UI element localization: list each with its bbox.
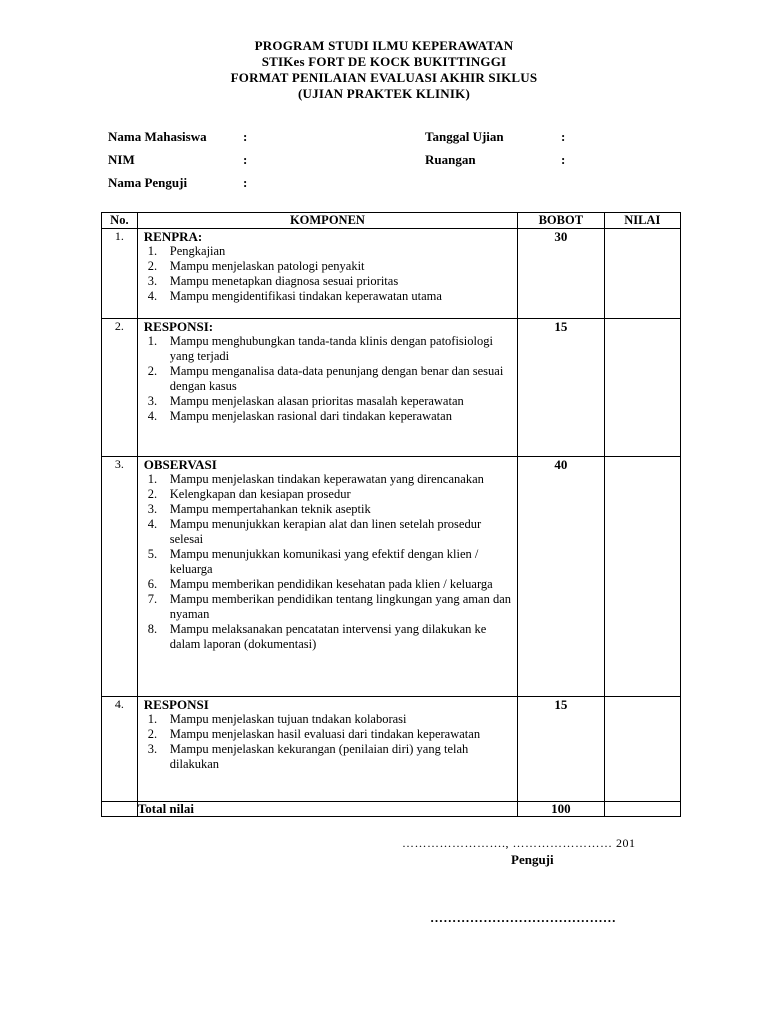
row-nilai-cell[interactable] [604,229,680,319]
item-text: Mampu menjelaskan rasional dari tindakan keperawatan [169,409,452,423]
row-number: 4. [102,697,138,802]
list-item [138,487,517,502]
row-komponen [137,457,517,697]
list-item [138,364,517,394]
item-text: Mampu memberikan pendidikan kesehatan pada klien / keluarga [169,577,493,591]
criteria-list [138,472,517,652]
list-item [138,259,517,274]
list-item [138,712,517,727]
item-text: Mampu mempertahankan teknik aseptik [169,502,371,516]
nim-colon: : [243,152,248,167]
criteria-list [138,712,517,772]
list-item [138,394,517,409]
row-nilai-cell[interactable] [604,457,680,697]
item-text: Mampu mengidentifikasi tindakan keperawatan utama [169,289,442,303]
table-row [102,319,681,457]
table-row [102,229,681,319]
item-number: 1. [147,334,158,348]
item-text: Mampu memberikan pendidikan tentang lingkungan yang aman dan nyaman [169,592,511,621]
row-number: 3. [102,457,138,697]
row-komponen [137,697,517,802]
list-item [138,577,517,592]
row-bobot: 40 [518,457,604,697]
item-number: 4. [147,409,158,423]
penguji-label: Penguji [511,852,554,867]
item-text: Mampu menjelaskan hasil evaluasi dari tindakan keperawatan [169,727,481,741]
row-komponen [137,229,517,319]
nama-penguji-label: Nama Penguji [108,175,188,190]
item-number: 5. [147,547,158,561]
list-item [138,472,517,487]
item-text: Mampu menjelaskan alasan prioritas masalah keperawatan [169,394,464,408]
section-title: OBSERVASI [143,457,217,472]
item-text: Mampu menetapkan diagnosa sesuai prioritas [169,274,399,288]
header-line-4: (UJIAN PRAKTEK KLINIK) [298,86,470,101]
item-number: 3. [147,394,158,408]
item-text: Mampu menunjukkan kerapian alat dan linen setelah prosedur selesai [169,517,482,546]
list-item [138,622,517,652]
section-title: RESPONSI [143,697,209,712]
header-line-3: FORMAT PENILAIAN EVALUASI AKHIR SIKLUS [230,70,538,85]
nama-penguji-colon: : [243,175,248,190]
list-item [138,742,517,772]
date-line: ……………………., …………………… 201 [402,836,636,850]
item-number: 4. [147,289,158,303]
item-text: Mampu menghubungkan tanda-tanda klinis dengan patofisiologi yang terjadi [169,334,493,363]
item-text: Kelengkapan dan kesiapan prosedur [169,487,351,501]
total-label: Total nilai [137,802,517,817]
document-header [0,38,768,102]
item-number: 2. [147,727,158,741]
assessment-table [101,212,681,817]
total-value: 100 [518,802,604,817]
list-item [138,547,517,577]
tanggal-ujian-colon: : [561,129,566,144]
item-number: 2. [147,364,158,378]
table-header-row [102,213,681,229]
item-number: 2. [147,259,158,273]
item-text: Mampu menjelaskan tindakan keperawatan yang direncanakan [169,472,484,486]
ruangan-label: Ruangan [425,152,476,167]
list-item [138,727,517,742]
total-nilai-cell[interactable] [604,802,680,817]
list-item [138,592,517,622]
item-text: Mampu menunjukkan komunikasi yang efektif dengan klien / keluarga [169,547,479,576]
ruangan-colon: : [561,152,566,167]
item-number: 3. [147,502,158,516]
list-item [138,289,517,304]
section-title: RENPRA: [143,229,203,244]
total-row [102,802,681,817]
list-item [138,409,517,424]
section-title: RESPONSI: [143,319,214,334]
list-item [138,517,517,547]
item-number: 1. [147,244,158,258]
criteria-list [138,334,517,424]
item-number: 2. [147,487,158,501]
signature-line: …………………………………… [430,910,617,925]
item-number: 4. [147,517,158,531]
nama-mahasiswa-colon: : [243,129,248,144]
row-bobot: 30 [518,229,604,319]
item-text: Mampu menjelaskan tujuan tndakan kolaborasi [169,712,407,726]
item-number: 1. [147,712,158,726]
item-text: Mampu menganalisa data-data penunjang dengan benar dan sesuai dengan kasus [169,364,504,393]
row-komponen [137,319,517,457]
table-row [102,457,681,697]
header-no: No. [102,213,138,229]
item-number: 3. [147,274,158,288]
row-number: 1. [102,229,138,319]
list-item [138,502,517,517]
item-number: 8. [147,622,158,636]
item-number: 7. [147,592,158,606]
item-number: 1. [147,472,158,486]
item-text: Pengkajian [169,244,226,258]
header-komponen: KOMPONEN [137,213,517,229]
item-text: Mampu menjelaskan patologi penyakit [169,259,365,273]
list-item [138,244,517,259]
item-number: 6. [147,577,158,591]
item-text: Mampu menjelaskan kekurangan (penilaian diri) yang telah dilakukan [169,742,469,771]
item-number: 3. [147,742,158,756]
row-bobot: 15 [518,697,604,802]
tanggal-ujian-label: Tanggal Ujian [425,129,504,144]
total-no-cell [102,802,138,817]
row-nilai-cell[interactable] [604,697,680,802]
list-item [138,334,517,364]
nim-label: NIM [108,152,135,167]
nama-mahasiswa-label: Nama Mahasiswa [108,129,207,144]
header-line-1: PROGRAM STUDI ILMU KEPERAWATAN [254,38,514,53]
item-text: Mampu melaksanakan pencatatan intervensi yang dilakukan ke dalam laporan (dokumentasi) [169,622,487,651]
header-line-2: STIKes FORT DE KOCK BUKITTINGGI [261,54,507,69]
row-bobot: 15 [518,319,604,457]
header-bobot: BOBOT [518,213,604,229]
row-nilai-cell[interactable] [604,319,680,457]
table-row [102,697,681,802]
criteria-list [138,244,517,304]
row-number: 2. [102,319,138,457]
header-nilai: NILAI [604,213,680,229]
list-item [138,274,517,289]
